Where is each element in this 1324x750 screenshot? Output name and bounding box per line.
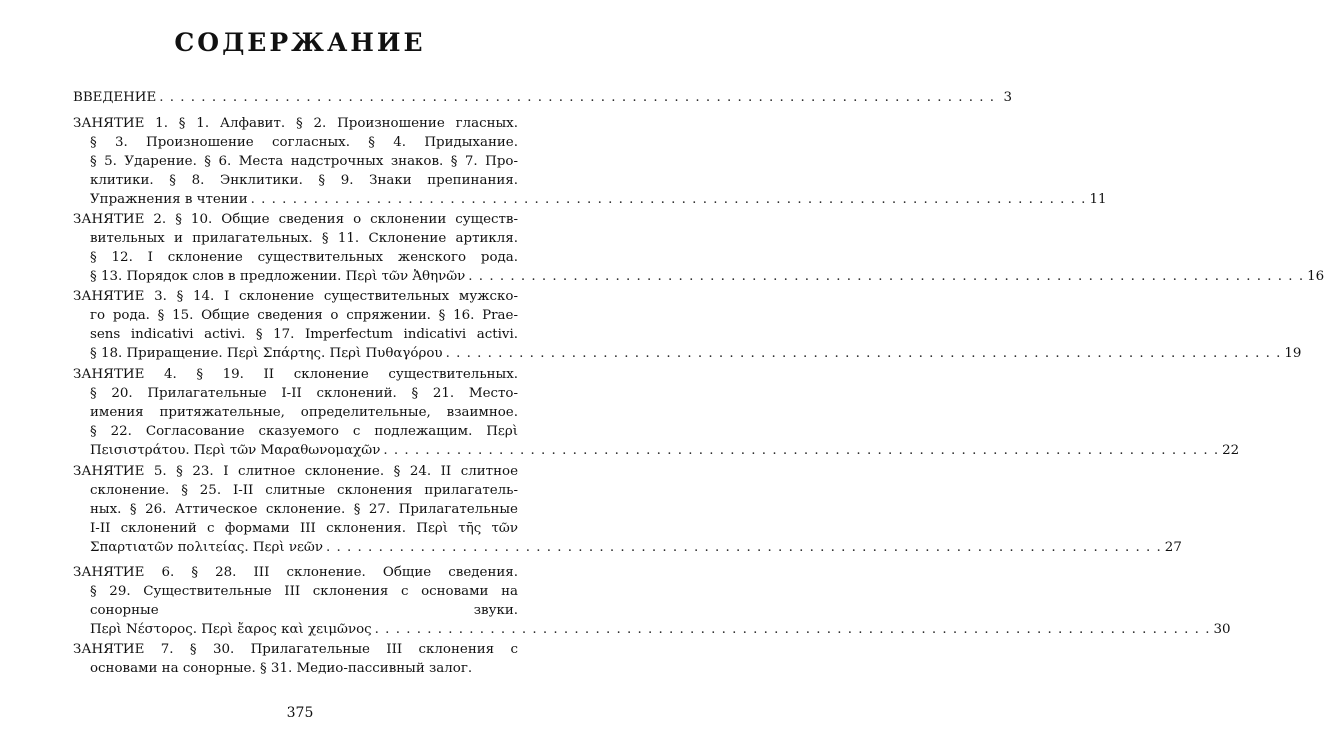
- toc-entry: [73, 287, 1302, 363]
- toc-entry-text: ВВЕДЕНИЕ: [73, 90, 157, 105]
- toc-page-number: 3: [1003, 90, 1013, 105]
- toc-entry-line: сонорные звуки.: [90, 603, 518, 618]
- toc-entry: [73, 462, 1182, 557]
- toc-entry: [73, 114, 1107, 209]
- toc-page-number: 19: [1284, 346, 1302, 361]
- toc-entry-text: § 18. Приращение. Περὶ Σπάρτης. Περὶ Πυθαγόρου: [90, 346, 443, 361]
- toc-entry: [73, 640, 518, 678]
- toc-entry-heading-line: ЗАНЯТИЕ 7. § 30. Прилагательные III склонения с: [73, 642, 518, 657]
- toc-page-number: 27: [1164, 540, 1182, 555]
- toc-page-number: 11: [1089, 192, 1107, 207]
- dot-leader: . . . . . . . . . . . . . . . . . . . . . . . . . . . . . . . . . . . . . . . . . . . . . . . . . . . . . . . . . . . . . . . . . . . . . . . . . . . . . . . .: [374, 622, 1211, 637]
- toc-entry-line: склонение. § 25. I-II слитные склонения прилагатель-: [90, 483, 518, 498]
- toc-page-number: 22: [1222, 443, 1240, 458]
- toc-entry-line: § 3. Произношение согласных. § 4. Придыхание.: [90, 135, 518, 150]
- toc-entry-line: [73, 620, 1231, 639]
- toc-entry-heading-line: ЗАНЯТИЕ 1. § 1. Алфавит. § 2. Произношение гласных.: [73, 116, 518, 131]
- toc-entry-line: [73, 441, 1240, 460]
- toc-entry-heading-line: ЗАНЯТИЕ 5. § 23. I слитное склонение. § 24. II слитное: [73, 464, 518, 479]
- toc-entry-text: Σπαρτιατῶν πολιτείας. Περὶ νεῶν: [90, 540, 323, 555]
- toc-entry-line: sens indicativi activi. § 17. Imperfectum indicativi activi.: [90, 327, 518, 342]
- toc-entry-heading-line: ЗАНЯТИЕ 3. § 14. I склонение существительных мужско-: [73, 289, 518, 304]
- toc-page-number: 30: [1213, 622, 1231, 637]
- toc-entry-heading-line: ЗАНЯТИЕ 2. § 10. Общие сведения о склонении существ-: [73, 212, 518, 227]
- toc-entry-line: [73, 267, 1324, 286]
- toc-entry-heading-line: ЗАНЯТИЕ 6. § 28. III склонение. Общие сведения.: [73, 565, 518, 580]
- toc-entry-line: [73, 190, 1107, 209]
- toc-entry-line: [73, 538, 1182, 557]
- toc-entry-line: § 22. Согласование сказуемого с подлежащим. Περὶ: [90, 424, 518, 439]
- toc-entry-text: Περὶ Νέστορος. Περὶ ἔαρος καὶ χειμῶνος: [90, 622, 372, 637]
- toc-entry-text: Πεισιστράτου. Περὶ τῶν Μαραθωνομαχῶν: [90, 443, 381, 458]
- dot-leader: . . . . . . . . . . . . . . . . . . . . . . . . . . . . . . . . . . . . . . . . . . . . . . . . . . . . . . . . . . . . . . . . . . . . . . . . . . . . . . . .: [383, 443, 1220, 458]
- toc-entry-line: го рода. § 15. Общие сведения о спряжении. § 16. Prae-: [90, 308, 518, 323]
- toc-entry-line: вительных и прилагательных. § 11. Склонение артикля.: [90, 231, 518, 246]
- toc-entry-line: I-II склонений с формами III склонения. Περὶ τῆς τῶν: [90, 521, 518, 536]
- dot-leader: . . . . . . . . . . . . . . . . . . . . . . . . . . . . . . . . . . . . . . . . . . . . . . . . . . . . . . . . . . . . . . . . . . . . . . . . . . . . . . . .: [250, 192, 1087, 207]
- toc-entry: [73, 210, 1324, 286]
- toc-entry-line: ных. § 26. Аттическое склонение. § 27. Прилагательные: [90, 502, 518, 517]
- toc-entry-text: § 13. Порядок слов в предложении. Περὶ τῶν Ἀθηνῶν: [90, 269, 466, 284]
- toc-entry-line: [73, 344, 1302, 363]
- dot-leader: . . . . . . . . . . . . . . . . . . . . . . . . . . . . . . . . . . . . . . . . . . . . . . . . . . . . . . . . . . . . . . . . . . . . . . . . . . . . . . . .: [468, 269, 1305, 284]
- dot-leader: . . . . . . . . . . . . . . . . . . . . . . . . . . . . . . . . . . . . . . . . . . . . . . . . . . . . . . . . . . . . . . . . . . . . . . . . . . . . . . . .: [445, 346, 1282, 361]
- toc-entry: [73, 365, 1240, 460]
- toc-entry-heading-line: ЗАНЯТИЕ 4. § 19. II склонение существительных.: [73, 367, 518, 382]
- toc-entry-line: § 5. Ударение. § 6. Места надстрочных знаков. § 7. Про-: [90, 154, 518, 169]
- toc-entry-heading-line: [73, 88, 1013, 107]
- toc-entry-line: имения притяжательные, определительные, взаимное.: [90, 405, 518, 420]
- toc-entry-line: § 29. Существительные III склонения с основами на: [90, 584, 518, 599]
- toc-entry-line: § 20. Прилагательные I-II склонений. § 21. Место-: [90, 386, 518, 401]
- dot-leader: . . . . . . . . . . . . . . . . . . . . . . . . . . . . . . . . . . . . . . . . . . . . . . . . . . . . . . . . . . . . . . . . . . . . . . . . . . . . . . . .: [326, 540, 1162, 555]
- toc-entry-line: клитики. § 8. Энклитики. § 9. Знаки препинания.: [90, 173, 518, 188]
- page-title: СОДЕРЖАНИЕ: [174, 28, 426, 57]
- toc-entry-line: § 12. I склонение существительных женского рода.: [90, 250, 518, 265]
- toc-page-number: 16: [1307, 269, 1324, 284]
- toc-entry-text: Упражнения в чтении: [90, 192, 248, 207]
- toc-entry: [73, 563, 1231, 639]
- toc-entry-line: основами на сонорные. § 31. Медио-пассивный залог.: [90, 661, 473, 676]
- page-number: 375: [286, 705, 314, 721]
- dot-leader: . . . . . . . . . . . . . . . . . . . . . . . . . . . . . . . . . . . . . . . . . . . . . . . . . . . . . . . . . . . . . . . . . . . . . . . . . . . . . . . .: [159, 90, 996, 105]
- toc-entry: [73, 88, 1013, 107]
